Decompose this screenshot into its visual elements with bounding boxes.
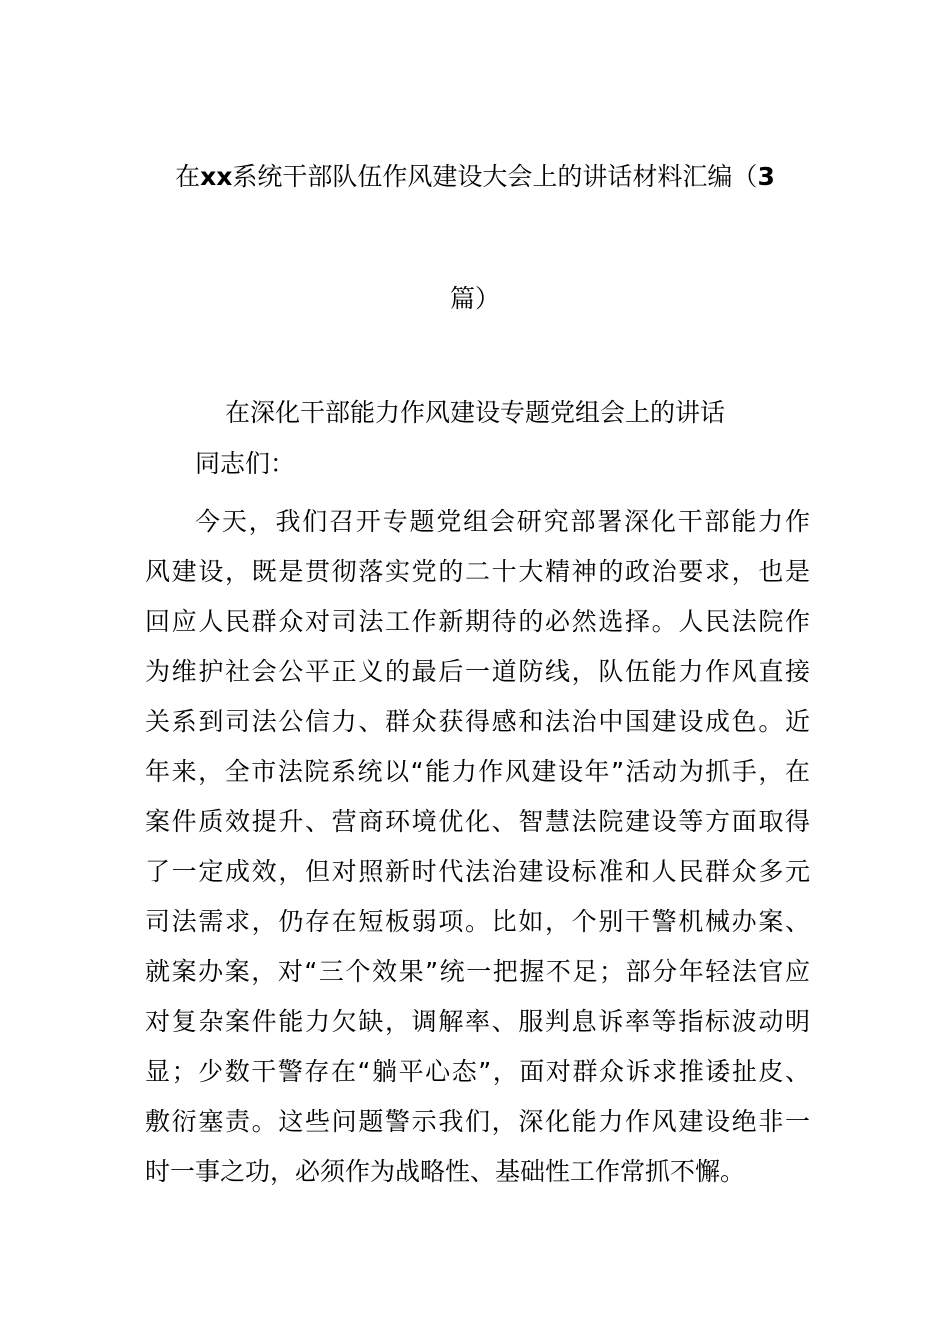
body-line: 时一事之功，必须作为战略性、基础性工作常抓不懈。 [145, 1157, 746, 1186]
body-line: 案件质效提升、营商环境优化、智慧法院建设等方面取得 [145, 807, 810, 836]
body-line: 显；少数干警存在“躺平心态”，面对群众诉求推诿扯皮、 [145, 1057, 810, 1086]
body-line: 敷衍塞责。这些问题警示我们，深化能力作风建设绝非一 [145, 1107, 810, 1136]
body-line: 今天，我们召开专题党组会研究部署深化干部能力作 [195, 507, 810, 536]
body-line: 了一定成效，但对照新时代法治建设标准和人民群众多元 [145, 857, 810, 886]
title-count: 3 [757, 162, 775, 191]
body-line: 对复杂案件能力欠缺，调解率、服判息诉率等指标波动明 [145, 1007, 810, 1036]
body-line: 风建设，既是贯彻落实党的二十大精神的政治要求，也是 [145, 557, 810, 586]
title-xx: xx [200, 162, 233, 191]
document-title-line-2: 篇） [449, 284, 500, 313]
body-paragraph [145, 497, 810, 1197]
body-line: 为维护社会公平正义的最后一道防线，队伍能力作风直接 [145, 657, 810, 686]
speech-subtitle: 在深化干部能力作风建设专题党组会上的讲话 [224, 398, 725, 427]
body-line: 回应人民群众对司法工作新期待的必然选择。人民法院作 [145, 607, 810, 636]
body-line: 关系到司法公信力、群众获得感和法治中国建设成色。近 [145, 707, 810, 736]
title-prefix: 在 [175, 162, 201, 191]
salutation: 同志们： [195, 449, 296, 478]
body-line: 年来，全市法院系统以“能力作风建设年”活动为抓手，在 [145, 757, 810, 786]
body-line: 就案办案，对“三个效果”统一把握不足；部分年轻法官应 [145, 957, 810, 986]
body-line: 司法需求，仍存在短板弱项。比如，个别干警机械办案、 [145, 907, 810, 936]
title-middle: 系统干部队伍作风建设大会上的讲话材料汇编（ [232, 162, 758, 191]
document-title-line-1 [0, 160, 950, 194]
